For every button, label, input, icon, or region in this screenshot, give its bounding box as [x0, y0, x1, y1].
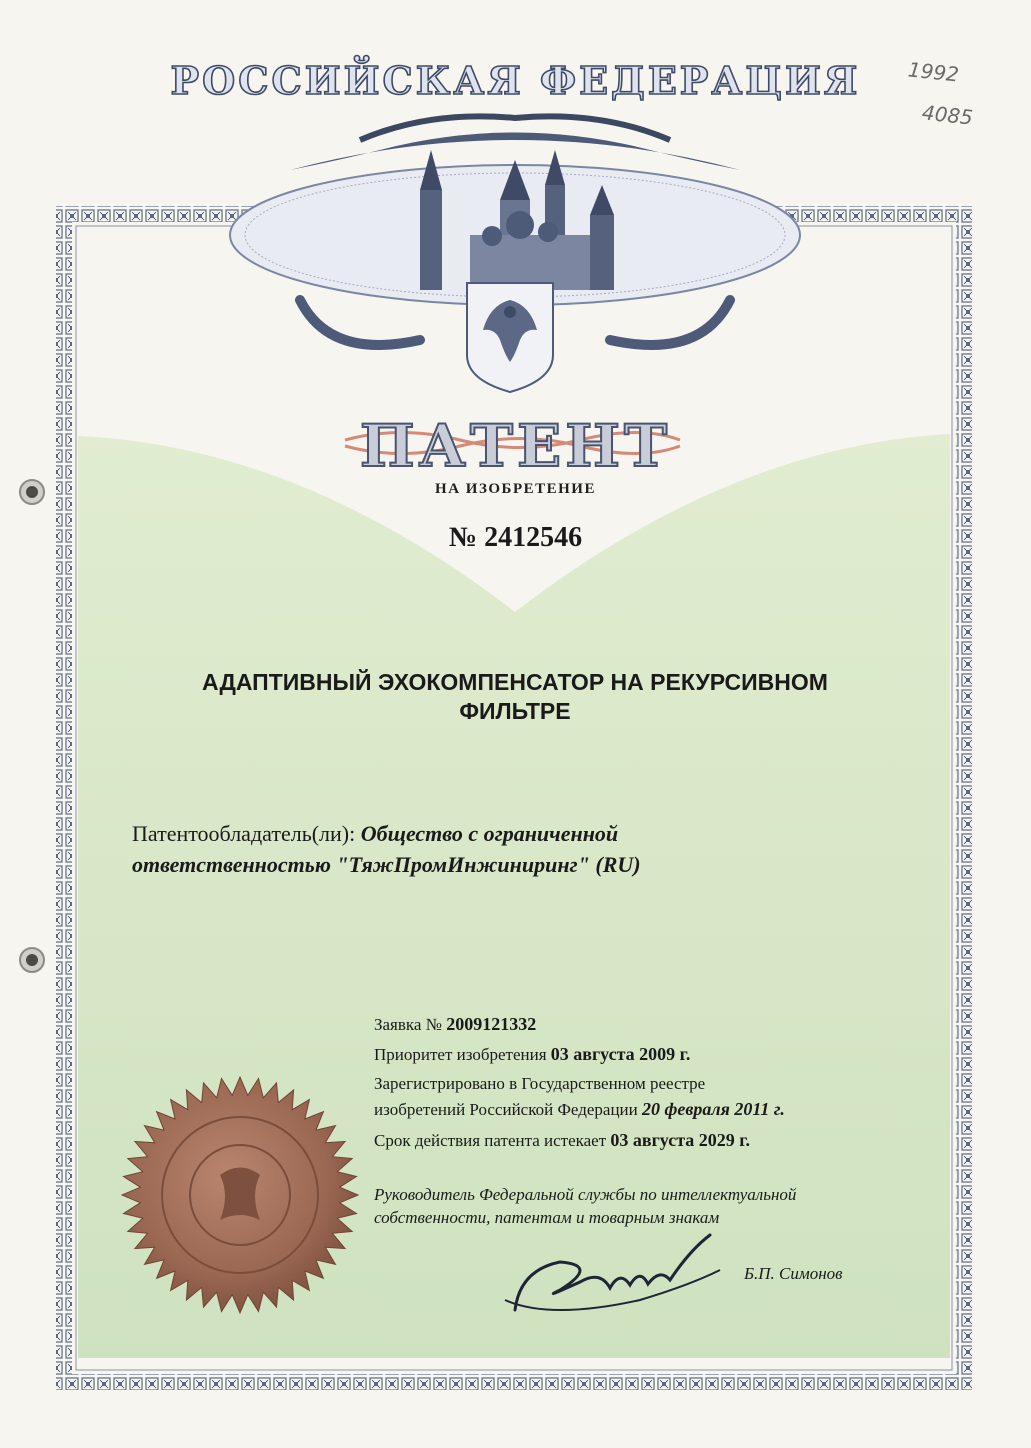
document-subtype: НА ИЗОБРЕТЕНИЕ: [435, 481, 596, 497]
patent-holder-label: Патентообладатель(ли):: [132, 821, 356, 846]
patent-number: [0, 522, 1031, 554]
authority-title: Руководитель Федеральной службы по интеллектуальной собственности, патентам и товарным знакам: [374, 1185, 797, 1227]
application-number: Заявка № 2009121332: [374, 1014, 537, 1034]
patent-holder-value: Общество с ограниченной ответственностью "ТяжПромИнжиниринг" (RU): [132, 821, 641, 877]
priority-date: Приоритет изобретения 03 августа 2009 г.: [374, 1044, 691, 1064]
expiry-date-value: 03 августа 2029 г.: [610, 1130, 750, 1150]
document-type-title: ПАТЕНТ: [359, 412, 672, 480]
patent-number-value: 2412546: [484, 522, 583, 553]
registration-date-value: 20 февраля 2011 г.: [642, 1099, 785, 1119]
registry-label: Зарегистрировано в Государственном реестре: [374, 1074, 706, 1093]
signer-name: Б.П. Симонов: [744, 1264, 843, 1283]
handwritten-note-code: 4085: [920, 100, 975, 130]
invention-title: [100, 668, 930, 726]
handwritten-note-year: 1992: [906, 57, 961, 87]
application-number-value: 2009121332: [446, 1014, 537, 1034]
coat-of-arms-emblem: [467, 283, 553, 392]
registration-date: изобретений Российской Федерации 20 февраля 2011 г.: [374, 1099, 785, 1119]
seal-emblem: [122, 1077, 358, 1313]
invention-title-line-2: ФИЛЬТРЕ: [459, 698, 571, 724]
expiry-date: Срок действия патента истекает 03 августа 2029 г.: [374, 1130, 750, 1150]
country-title: РОССИЙСКАЯ ФЕДЕРАЦИЯ: [170, 58, 861, 103]
number-sign: №: [448, 522, 478, 553]
priority-date-value: 03 августа 2009 г.: [550, 1044, 691, 1064]
invention-title-line-1: АДАПТИВНЫЙ ЭХОКОМПЕНСАТОР НА РЕКУРСИВНОМ: [202, 669, 828, 695]
patent-holder: [132, 818, 772, 880]
